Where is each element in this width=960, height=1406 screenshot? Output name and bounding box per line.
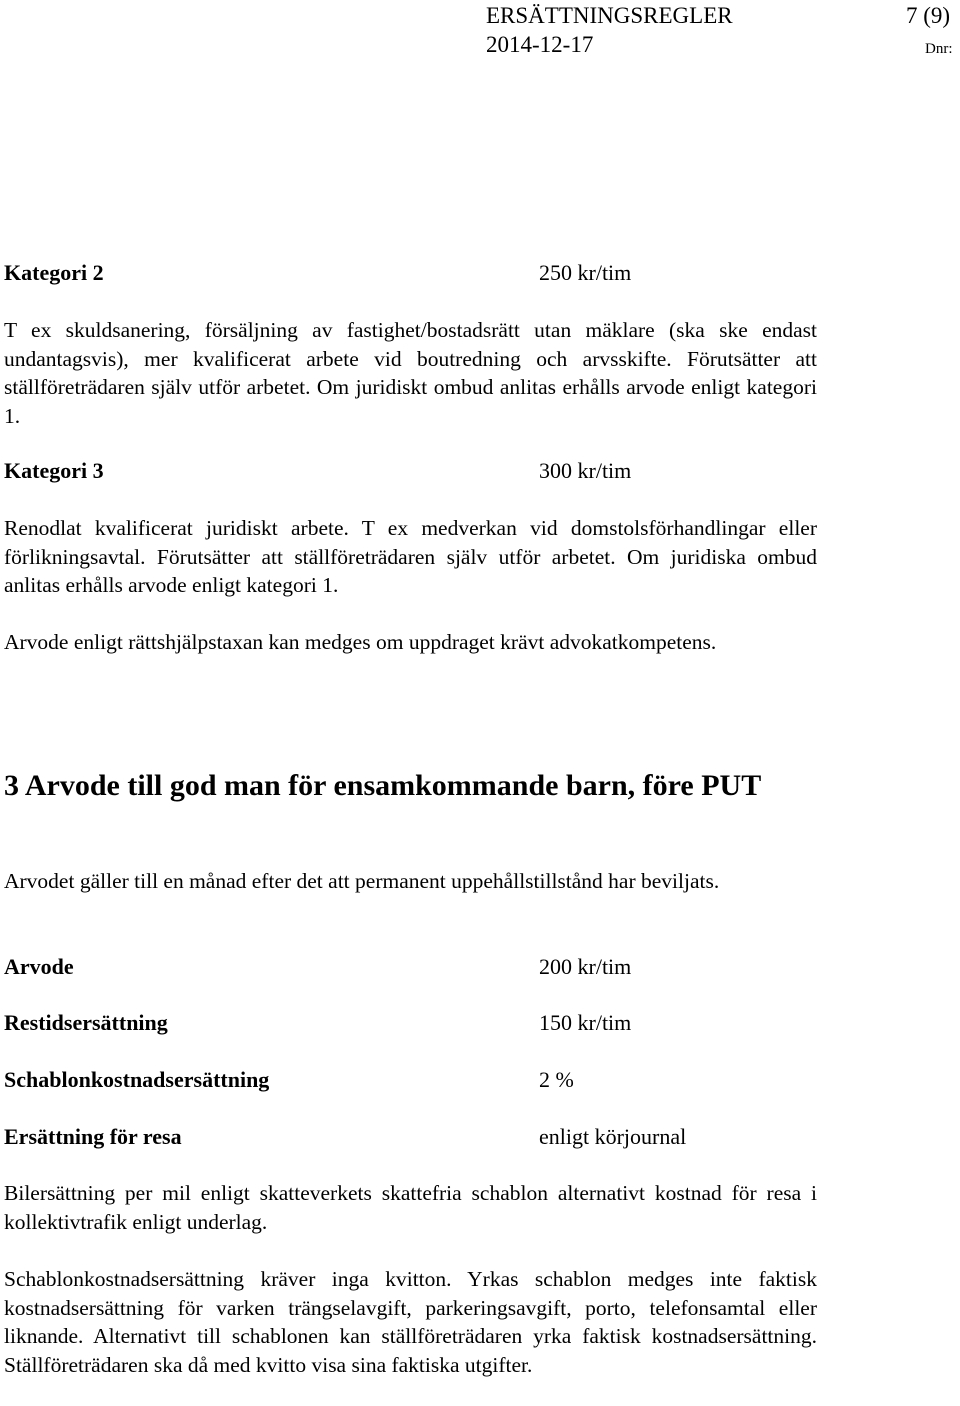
schablon-paragraph: Schablonkostnadsersättning kräver inga kvitton. Yrkas schablon medges inte faktisk kostnadsersättning för varken trängselavgift, parkeringsavgift, porto, telefonsamtal eller liknande. Alternativt till schablonen kan ställföreträdaren yrka faktisk kostnadsersättning. Ställföreträdaren ska då med kvitto visa sina faktiska utgifter. <box>4 1267 817 1377</box>
section-3-intro: Arvodet gäller till en månad efter det att permanent uppehållstillstånd har beviljats. <box>4 869 720 893</box>
section-3-heading: 3 Arvode till god man för ensamkommande barn, före PUT <box>4 769 762 802</box>
kategori-3-note: Arvode enligt rättshjälpstaxan kan medges om uppdraget krävt advokatkompetens. <box>4 630 717 654</box>
kategori-3-label: Kategori 3 <box>4 458 104 483</box>
arvode-label: Arvode <box>4 954 74 979</box>
kategori-2-description: T ex skuldsanering, försäljning av fastighet/bostadsrätt utan mäklare (ska ske endast undantagsvis), mer kvalificerat arbete vid boutredning och arvsskifte. Förutsätter att ställföreträdaren själv utför arbetet. Om juridiskt ombud anlitas erhålls arvode enligt kategori 1. <box>4 318 817 428</box>
document-title: ERSÄTTNINGSREGLER <box>486 3 733 28</box>
schablonkostnadsersattning-label: Schablonkostnadsersättning <box>4 1067 270 1092</box>
ersattning-for-resa-value: enligt körjournal <box>539 1124 687 1149</box>
document-date: 2014-12-17 <box>486 32 594 57</box>
ersattning-for-resa-label: Ersättning för resa <box>4 1124 182 1149</box>
dnr-label: Dnr: <box>925 41 953 57</box>
restidsersattning-label: Restidsersättning <box>4 1010 168 1035</box>
kategori-2-label: Kategori 2 <box>4 260 104 285</box>
schablonkostnadsersattning-value: 2 % <box>539 1067 574 1092</box>
page-number: 7 (9) <box>906 3 951 28</box>
restidsersattning-value: 150 kr/tim <box>539 1010 632 1035</box>
arvode-value: 200 kr/tim <box>539 954 632 979</box>
kategori-3-description: Renodlat kvalificerat juridiskt arbete. T ex medverkan vid domstolsförhandlingar eller förlikningsavtal. Förutsätter att ställföreträdaren själv utför arbetet. Om juridiska ombud anlitas erhålls arvode enligt kategori 1. <box>4 516 817 597</box>
bilersattning-paragraph: Bilersättning per mil enligt skatteverkets skattefria schablon alternativt kostnad för resa i kollektivtrafik enligt underlag. <box>4 1181 817 1234</box>
kategori-3-rate: 300 kr/tim <box>539 458 632 483</box>
kategori-2-rate: 250 kr/tim <box>539 260 632 285</box>
